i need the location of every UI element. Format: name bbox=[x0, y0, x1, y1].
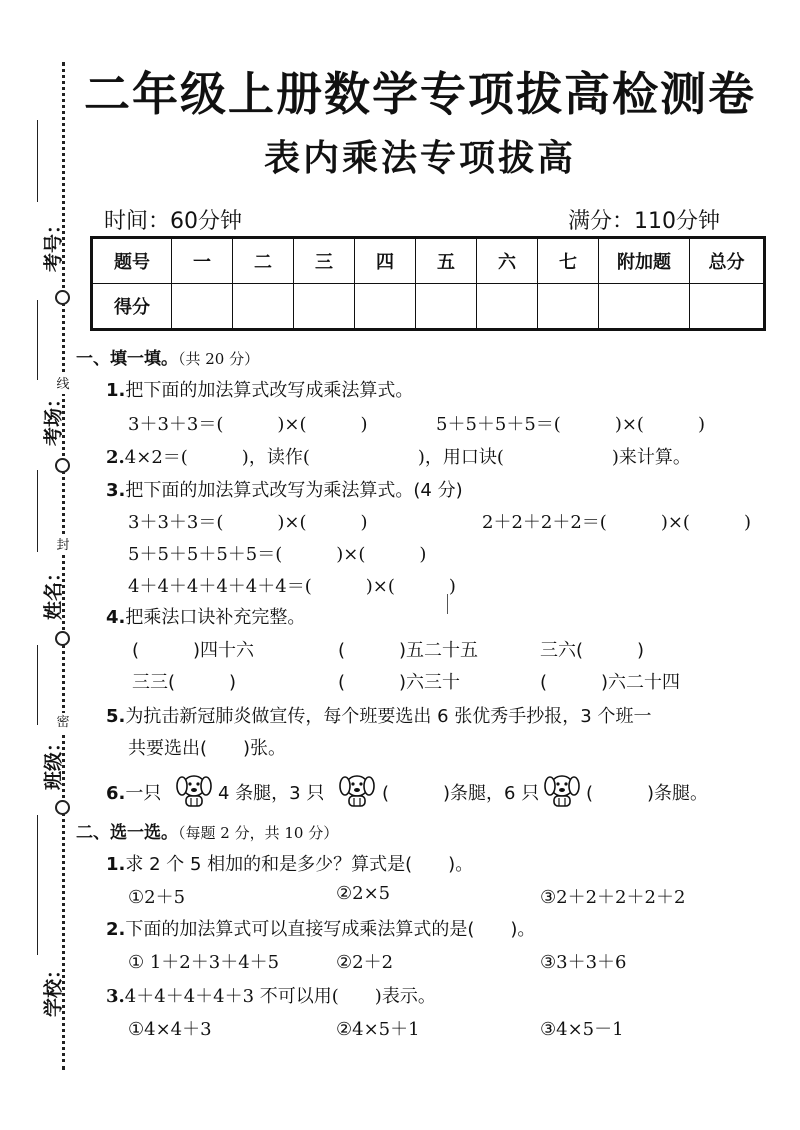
question-text: 求 2 个 5 相加的和是多少？算式是( )。 bbox=[125, 854, 474, 875]
seal-char-xian: 线 bbox=[54, 375, 72, 394]
section2-title: 二、选一选。 bbox=[76, 823, 178, 843]
score-header-cell: 五 bbox=[416, 238, 477, 284]
score-header-cell: 七 bbox=[538, 238, 599, 284]
section2-heading bbox=[76, 818, 338, 843]
question-number: 3. bbox=[106, 986, 125, 1007]
s1-q3-line-b[interactable]: 2＋2＋2＋2＝( )×( ) bbox=[482, 512, 751, 533]
seal-char-feng: 封 bbox=[54, 536, 72, 555]
score-cell[interactable] bbox=[172, 284, 233, 330]
section1-points: （共 20 分） bbox=[178, 350, 260, 368]
question-number: 2. bbox=[106, 447, 125, 468]
s1-q4-item[interactable]: ( )四十六 bbox=[132, 640, 255, 661]
s1-q1-line-a[interactable]: 3＋3＋3＝( )×( ) bbox=[128, 414, 368, 435]
score-table-score-row bbox=[92, 284, 765, 330]
section2-points: （每题 2 分，共 10 分） bbox=[178, 824, 339, 842]
question-text: 为抗击新冠肺炎做宣传，每个班要选出 6 张优秀手抄报，3 个班一 bbox=[125, 706, 652, 727]
score-header-cell: 一 bbox=[172, 238, 233, 284]
s2-q1-option-1[interactable]: ①2＋5 bbox=[128, 887, 186, 908]
question-number: 2. bbox=[106, 919, 126, 940]
question-number: 1. bbox=[106, 380, 126, 401]
question-number: 1. bbox=[106, 854, 126, 875]
binding-hole bbox=[55, 458, 70, 473]
question-text: 下面的加法算式可以直接写成乘法算式的是( )。 bbox=[125, 919, 536, 940]
score-header-cell: 附加题 bbox=[599, 238, 690, 284]
s2-q1-option-2[interactable]: ②2×5 bbox=[336, 883, 391, 904]
page-title: 二年级上册数学专项拔高检测卷 bbox=[84, 67, 756, 121]
s1-q4-item[interactable]: 三三( ) bbox=[132, 672, 237, 693]
s1-q5-line-2[interactable]: 共要选出( )张。 bbox=[128, 738, 287, 759]
time-limit: 时间：60分钟 bbox=[104, 209, 242, 234]
question-text: 把乘法口诀补充完整。 bbox=[125, 607, 306, 628]
score-cell[interactable] bbox=[416, 284, 477, 330]
score-cell[interactable] bbox=[599, 284, 690, 330]
score-header-cell: 题号 bbox=[92, 238, 172, 284]
binding-hole bbox=[55, 290, 70, 305]
field-label-exam-number: 考号： bbox=[42, 215, 65, 273]
section1-title: 一、填一填。 bbox=[76, 349, 178, 369]
field-line-school[interactable] bbox=[37, 815, 38, 955]
question-number: 5. bbox=[106, 706, 126, 727]
question-number: 4. bbox=[106, 607, 126, 628]
puppy-icon bbox=[540, 766, 584, 810]
s2-q3-option-1[interactable]: ①4×4＋3 bbox=[128, 1019, 212, 1040]
s2-q2-option-3[interactable]: ③3＋3＋6 bbox=[540, 952, 627, 973]
field-label-school: 学校： bbox=[42, 960, 65, 1018]
binding-hole bbox=[55, 631, 70, 646]
page-subtitle: 表内乘法专项拔高 bbox=[263, 138, 576, 179]
score-header-cell: 三 bbox=[294, 238, 355, 284]
score-cell[interactable] bbox=[233, 284, 294, 330]
s2-question-2[interactable] bbox=[106, 915, 535, 941]
s2-question-1[interactable] bbox=[106, 850, 473, 876]
s1-q3-line-c[interactable]: 5＋5＋5＋5＋5＝( )×( ) bbox=[128, 544, 427, 565]
s1-question-3 bbox=[106, 476, 463, 502]
s1-q3-line-a[interactable]: 3＋3＋3＝( )×( ) bbox=[128, 512, 368, 533]
s1-q3-line-d[interactable]: 4＋4＋4＋4＋4＋4＝( )×( ) bbox=[128, 576, 456, 597]
field-label-name: 姓名： bbox=[42, 563, 65, 621]
full-score: 满分：110分钟 bbox=[568, 209, 720, 234]
s2-q2-option-2[interactable]: ②2＋2 bbox=[336, 952, 394, 973]
question-text: 一只 bbox=[125, 783, 162, 804]
question-text: 把下面的加法算式改写成乘法算式。 bbox=[125, 380, 414, 401]
field-line-class[interactable] bbox=[37, 645, 38, 725]
score-cell[interactable] bbox=[355, 284, 416, 330]
s2-q2-option-1[interactable]: ① 1＋2＋3＋4＋5 bbox=[128, 952, 280, 973]
question-text: 4＋4＋4＋4＋3 不可以用( )表示。 bbox=[124, 986, 436, 1007]
s1-question-4 bbox=[106, 603, 305, 629]
score-cell[interactable] bbox=[538, 284, 599, 330]
question-text: 把下面的加法算式改写为乘法算式。(4 分) bbox=[125, 480, 463, 501]
s1-q6-part-4[interactable]: ( )条腿。 bbox=[586, 783, 709, 804]
s2-q3-option-3[interactable]: ③4×5－1 bbox=[540, 1019, 624, 1040]
s1-q4-item[interactable]: 三六( ) bbox=[540, 640, 645, 661]
s1-question-2[interactable] bbox=[106, 443, 691, 469]
binding-hole bbox=[55, 800, 70, 815]
score-cell[interactable] bbox=[690, 284, 765, 330]
puppy-icon bbox=[335, 766, 379, 810]
field-label-exam-room: 考场： bbox=[42, 389, 65, 447]
question-text: 4×2＝( )，读作( )，用口诀( )来计算。 bbox=[124, 447, 691, 468]
score-table-header-row bbox=[92, 238, 765, 284]
s2-question-3[interactable] bbox=[106, 982, 436, 1008]
divider-mark bbox=[447, 594, 448, 614]
s1-question-1 bbox=[106, 376, 413, 402]
s1-q6-part-2: 4 条腿，3 只 bbox=[218, 783, 325, 804]
score-cell[interactable] bbox=[477, 284, 538, 330]
score-header-cell: 六 bbox=[477, 238, 538, 284]
question-number: 6. bbox=[106, 783, 126, 804]
field-line-exam-room[interactable] bbox=[37, 300, 38, 380]
section1-heading bbox=[76, 344, 259, 369]
s1-q6-part-3[interactable]: ( )条腿，6 只 bbox=[382, 783, 540, 804]
s1-q1-line-b[interactable]: 5＋5＋5＋5＝( )×( ) bbox=[436, 414, 705, 435]
field-label-class: 班级： bbox=[42, 733, 65, 791]
s2-q1-option-3[interactable]: ③2＋2＋2＋2＋2 bbox=[540, 887, 686, 908]
score-cell[interactable] bbox=[294, 284, 355, 330]
question-number: 3. bbox=[106, 480, 126, 501]
score-header-cell: 二 bbox=[233, 238, 294, 284]
s1-q4-item[interactable]: ( )六三十 bbox=[338, 672, 461, 693]
s1-q4-item[interactable]: ( )六二十四 bbox=[540, 672, 681, 693]
s1-question-5 bbox=[106, 702, 651, 728]
score-header-cell: 总分 bbox=[690, 238, 765, 284]
score-table bbox=[90, 236, 766, 331]
s1-question-6 bbox=[106, 779, 161, 805]
puppy-icon bbox=[172, 766, 216, 810]
s1-q4-item[interactable]: ( )五二十五 bbox=[338, 640, 479, 661]
field-line-name[interactable] bbox=[37, 470, 38, 552]
score-row-label: 得分 bbox=[92, 284, 172, 330]
seal-char-mi: 密 bbox=[54, 713, 72, 732]
score-header-cell: 四 bbox=[355, 238, 416, 284]
s2-q3-option-2[interactable]: ②4×5＋1 bbox=[336, 1019, 420, 1040]
